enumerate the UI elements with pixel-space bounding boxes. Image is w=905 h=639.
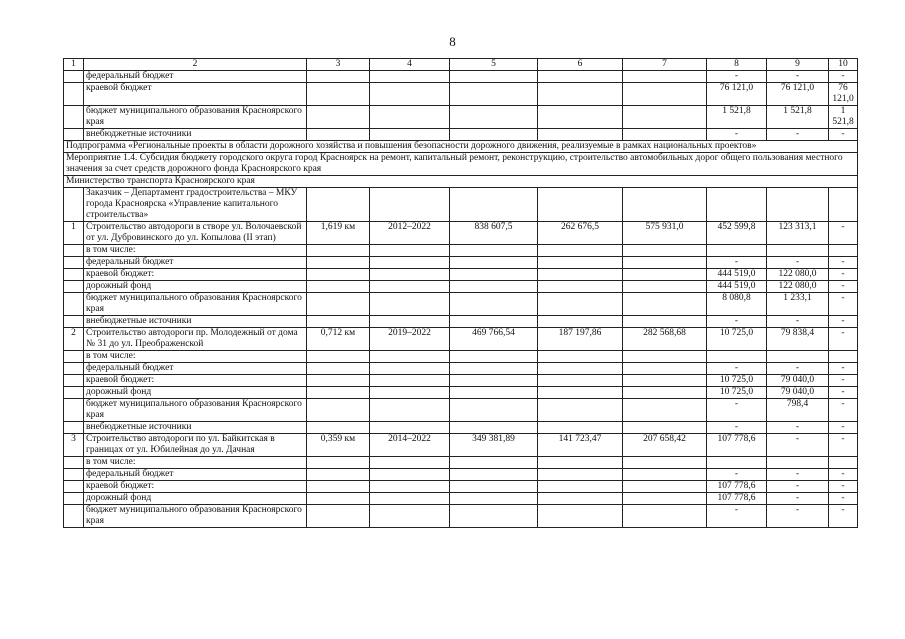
row-number-cell: 2 — [64, 328, 84, 351]
value-cell — [370, 457, 450, 469]
value-cell — [538, 469, 623, 481]
column-header: 7 — [623, 59, 707, 71]
table-row — [64, 375, 858, 387]
value-cell — [370, 399, 450, 422]
value-cell — [538, 316, 623, 328]
value-cell — [538, 257, 623, 269]
value-cell — [450, 257, 538, 269]
value-cell: - — [767, 493, 829, 505]
value-cell: - — [707, 363, 767, 375]
value-cell — [370, 83, 450, 106]
value-cell: 79 838,4 — [767, 328, 829, 351]
table-row — [64, 457, 858, 469]
value-cell — [450, 281, 538, 293]
value-cell — [450, 245, 538, 257]
row-number-cell — [64, 245, 84, 257]
value-cell: - — [829, 505, 858, 528]
description-cell: Заказчик – Департамент градостроительства – МКУ города Красноярска «Управление капитального строительства» — [84, 188, 307, 222]
table-row — [64, 387, 858, 399]
value-cell: 76 121,0 — [767, 83, 829, 106]
table-row — [64, 316, 858, 328]
value-cell — [538, 281, 623, 293]
value-cell — [450, 351, 538, 363]
table-row — [64, 493, 858, 505]
value-cell — [370, 375, 450, 387]
value-cell — [370, 351, 450, 363]
value-cell: 0,359 км — [307, 434, 370, 457]
value-cell — [623, 269, 707, 281]
value-cell: - — [707, 469, 767, 481]
value-cell — [450, 375, 538, 387]
value-cell: - — [767, 422, 829, 434]
value-cell: - — [767, 469, 829, 481]
value-cell — [450, 422, 538, 434]
budget-table — [63, 58, 858, 528]
value-cell: - — [829, 316, 858, 328]
row-number-cell — [64, 293, 84, 316]
value-cell: 187 197,86 — [538, 328, 623, 351]
value-cell — [538, 351, 623, 363]
row-number-cell — [64, 269, 84, 281]
value-cell — [538, 129, 623, 141]
table-row — [64, 222, 858, 245]
value-cell: - — [829, 71, 858, 83]
value-cell: - — [707, 505, 767, 528]
value-cell — [370, 106, 450, 129]
description-cell: дорожный фонд — [84, 493, 307, 505]
value-cell — [538, 422, 623, 434]
value-cell — [307, 293, 370, 316]
value-cell — [450, 83, 538, 106]
value-cell — [370, 316, 450, 328]
table-row — [64, 422, 858, 434]
value-cell — [829, 351, 858, 363]
value-cell — [623, 481, 707, 493]
value-cell: - — [829, 293, 858, 316]
value-cell: - — [767, 71, 829, 83]
description-cell: внебюджетные источники — [84, 422, 307, 434]
value-cell: 444 519,0 — [707, 281, 767, 293]
row-number-cell: 1 — [64, 222, 84, 245]
value-cell — [623, 363, 707, 375]
value-cell — [538, 83, 623, 106]
value-cell — [370, 188, 450, 222]
value-cell — [370, 469, 450, 481]
table-row — [64, 293, 858, 316]
value-cell — [307, 399, 370, 422]
section-heading: Министерство транспорта Красноярского края — [64, 176, 858, 188]
value-cell — [307, 469, 370, 481]
value-cell: 141 723,47 — [538, 434, 623, 457]
value-cell — [623, 422, 707, 434]
value-cell: 575 931,0 — [623, 222, 707, 245]
value-cell — [307, 316, 370, 328]
value-cell: - — [829, 257, 858, 269]
description-cell: Строительство автодороги в створе ул. Волочаевской от ул. Дубровинского до ул. Копылова (II этап) — [84, 222, 307, 245]
table-row — [64, 106, 858, 129]
value-cell — [707, 188, 767, 222]
column-header: 8 — [707, 59, 767, 71]
value-cell — [370, 257, 450, 269]
value-cell: - — [707, 129, 767, 141]
section-heading-row — [64, 176, 858, 188]
value-cell: - — [707, 399, 767, 422]
value-cell — [538, 106, 623, 129]
row-number-cell — [64, 481, 84, 493]
row-number-cell — [64, 493, 84, 505]
value-cell — [450, 457, 538, 469]
value-cell: 452 599,8 — [707, 222, 767, 245]
row-number-cell — [64, 351, 84, 363]
table-header-row — [64, 59, 858, 71]
value-cell — [370, 493, 450, 505]
value-cell — [307, 493, 370, 505]
value-cell — [707, 245, 767, 257]
value-cell — [307, 422, 370, 434]
value-cell — [623, 493, 707, 505]
row-number-cell — [64, 505, 84, 528]
table-row — [64, 83, 858, 106]
section-heading-row — [64, 141, 858, 153]
row-number-cell: 3 — [64, 434, 84, 457]
value-cell — [450, 399, 538, 422]
value-cell: 107 778,6 — [707, 434, 767, 457]
description-cell: краевой бюджет: — [84, 375, 307, 387]
value-cell: - — [767, 257, 829, 269]
value-cell — [307, 481, 370, 493]
value-cell: 76 121,0 — [829, 83, 858, 106]
description-cell: дорожный фонд — [84, 281, 307, 293]
value-cell: 0,712 км — [307, 328, 370, 351]
value-cell — [450, 363, 538, 375]
value-cell — [767, 245, 829, 257]
value-cell — [829, 245, 858, 257]
value-cell — [370, 269, 450, 281]
value-cell: 107 778,6 — [707, 493, 767, 505]
value-cell: 1,619 км — [307, 222, 370, 245]
value-cell: 122 080,0 — [767, 281, 829, 293]
value-cell — [450, 188, 538, 222]
description-cell: бюджет муниципального образования Красноярского края — [84, 106, 307, 129]
row-number-cell — [64, 422, 84, 434]
value-cell: 2019–2022 — [370, 328, 450, 351]
table-row — [64, 434, 858, 457]
value-cell — [623, 245, 707, 257]
table-row — [64, 129, 858, 141]
value-cell: 1 521,8 — [829, 106, 858, 129]
value-cell: - — [829, 281, 858, 293]
table-row — [64, 505, 858, 528]
value-cell: 79 040,0 — [767, 375, 829, 387]
value-cell — [370, 245, 450, 257]
value-cell — [370, 129, 450, 141]
value-cell — [623, 83, 707, 106]
value-cell: - — [707, 316, 767, 328]
value-cell: - — [829, 328, 858, 351]
value-cell: - — [829, 481, 858, 493]
value-cell — [307, 457, 370, 469]
value-cell — [623, 129, 707, 141]
value-cell — [450, 469, 538, 481]
value-cell: - — [829, 363, 858, 375]
value-cell: 10 725,0 — [707, 387, 767, 399]
value-cell: - — [829, 387, 858, 399]
table-row — [64, 245, 858, 257]
column-header: 1 — [64, 59, 84, 71]
description-cell: федеральный бюджет — [84, 71, 307, 83]
description-cell: Строительство автодороги пр. Молодежный от дома № 31 до ул. Преображенской — [84, 328, 307, 351]
description-cell: Строительство автодороги по ул. Байкитская в границах от ул. Юбилейная до ул. Дачная — [84, 434, 307, 457]
value-cell: - — [829, 129, 858, 141]
value-cell — [538, 188, 623, 222]
value-cell — [450, 269, 538, 281]
value-cell: - — [829, 493, 858, 505]
value-cell: 349 381,89 — [450, 434, 538, 457]
value-cell: 107 778,6 — [707, 481, 767, 493]
row-number-cell — [64, 375, 84, 387]
value-cell — [307, 363, 370, 375]
value-cell: - — [829, 399, 858, 422]
value-cell — [623, 257, 707, 269]
value-cell: 2012–2022 — [370, 222, 450, 245]
value-cell: - — [767, 434, 829, 457]
section-heading: Подпрограмма «Региональные проекты в области дорожного хозяйства и повышения безопасности дорожного движения, реализуемые в рамках национальных проектов» — [64, 141, 858, 153]
row-number-cell — [64, 281, 84, 293]
value-cell: 76 121,0 — [707, 83, 767, 106]
value-cell — [623, 188, 707, 222]
value-cell — [370, 363, 450, 375]
row-number-cell — [64, 316, 84, 328]
value-cell — [623, 316, 707, 328]
value-cell: - — [829, 469, 858, 481]
value-cell — [538, 493, 623, 505]
column-header: 5 — [450, 59, 538, 71]
description-cell: краевой бюджет: — [84, 269, 307, 281]
value-cell — [623, 505, 707, 528]
section-heading: Мероприятие 1.4. Субсидия бюджету городского округа город Красноярск на ремонт, капитальный ремонт, реконструкцию, строительство автомобильных дорог общего пользования местного значения за счет средств дорожного фонда Красноярского края — [64, 153, 858, 176]
row-number-cell — [64, 457, 84, 469]
description-cell: краевой бюджет: — [84, 481, 307, 493]
value-cell — [829, 457, 858, 469]
table-row — [64, 188, 858, 222]
value-cell — [767, 188, 829, 222]
description-cell: внебюджетные источники — [84, 129, 307, 141]
table-row — [64, 399, 858, 422]
value-cell — [450, 316, 538, 328]
value-cell — [307, 71, 370, 83]
row-number-cell — [64, 469, 84, 481]
value-cell — [767, 351, 829, 363]
row-number-cell — [64, 106, 84, 129]
description-cell: в том числе: — [84, 351, 307, 363]
value-cell: - — [767, 505, 829, 528]
table-row — [64, 281, 858, 293]
value-cell — [370, 71, 450, 83]
value-cell: 10 725,0 — [707, 375, 767, 387]
value-cell: - — [707, 257, 767, 269]
row-number-cell — [64, 257, 84, 269]
value-cell — [370, 281, 450, 293]
value-cell: - — [829, 434, 858, 457]
description-cell: в том числе: — [84, 245, 307, 257]
value-cell — [767, 457, 829, 469]
value-cell — [307, 505, 370, 528]
table-row — [64, 469, 858, 481]
value-cell: - — [707, 71, 767, 83]
description-cell: бюджет муниципального образования Красноярского края — [84, 293, 307, 316]
table-body — [64, 59, 858, 528]
value-cell — [307, 245, 370, 257]
value-cell — [450, 493, 538, 505]
description-cell: федеральный бюджет — [84, 257, 307, 269]
description-cell: внебюджетные источники — [84, 316, 307, 328]
column-header: 4 — [370, 59, 450, 71]
value-cell — [538, 481, 623, 493]
table-row — [64, 481, 858, 493]
row-number-cell — [64, 387, 84, 399]
value-cell — [538, 457, 623, 469]
value-cell: - — [829, 375, 858, 387]
description-cell: федеральный бюджет — [84, 469, 307, 481]
value-cell — [623, 351, 707, 363]
table-row — [64, 269, 858, 281]
value-cell: - — [707, 422, 767, 434]
value-cell — [623, 375, 707, 387]
row-number-cell — [64, 188, 84, 222]
value-cell — [307, 188, 370, 222]
value-cell: 122 080,0 — [767, 269, 829, 281]
value-cell: - — [829, 269, 858, 281]
value-cell — [307, 269, 370, 281]
value-cell — [307, 106, 370, 129]
value-cell: 1 521,8 — [707, 106, 767, 129]
value-cell — [450, 129, 538, 141]
column-header: 2 — [84, 59, 307, 71]
value-cell — [370, 387, 450, 399]
description-cell: бюджет муниципального образования Красноярского края — [84, 399, 307, 422]
value-cell — [623, 387, 707, 399]
value-cell: 8 080,8 — [707, 293, 767, 316]
table-row — [64, 257, 858, 269]
value-cell: 10 725,0 — [707, 328, 767, 351]
section-heading-row — [64, 153, 858, 176]
value-cell — [450, 481, 538, 493]
value-cell: - — [829, 222, 858, 245]
value-cell — [370, 505, 450, 528]
value-cell — [538, 399, 623, 422]
page-number: 8 — [449, 34, 456, 49]
value-cell — [623, 281, 707, 293]
value-cell — [538, 363, 623, 375]
value-cell: - — [767, 316, 829, 328]
value-cell: 1 521,8 — [767, 106, 829, 129]
value-cell — [307, 281, 370, 293]
value-cell: 207 658,42 — [623, 434, 707, 457]
description-cell: бюджет муниципального образования Красноярского края — [84, 505, 307, 528]
value-cell: 123 313,1 — [767, 222, 829, 245]
value-cell — [623, 293, 707, 316]
value-cell — [307, 129, 370, 141]
row-number-cell — [64, 399, 84, 422]
table-row — [64, 363, 858, 375]
value-cell — [623, 399, 707, 422]
value-cell — [707, 457, 767, 469]
column-header: 3 — [307, 59, 370, 71]
value-cell — [307, 375, 370, 387]
value-cell: - — [829, 422, 858, 434]
value-cell: 838 607,5 — [450, 222, 538, 245]
table-row — [64, 71, 858, 83]
value-cell — [450, 71, 538, 83]
value-cell: 282 568,68 — [623, 328, 707, 351]
value-cell — [538, 269, 623, 281]
table-row — [64, 328, 858, 351]
value-cell — [450, 106, 538, 129]
value-cell — [538, 293, 623, 316]
value-cell — [307, 257, 370, 269]
column-header: 9 — [767, 59, 829, 71]
value-cell — [829, 188, 858, 222]
value-cell — [538, 387, 623, 399]
description-cell: федеральный бюджет — [84, 363, 307, 375]
value-cell: 2014–2022 — [370, 434, 450, 457]
value-cell — [538, 375, 623, 387]
description-cell: краевой бюджет — [84, 83, 307, 106]
description-cell: в том числе: — [84, 457, 307, 469]
value-cell — [370, 481, 450, 493]
value-cell: 798,4 — [767, 399, 829, 422]
value-cell — [538, 505, 623, 528]
value-cell — [370, 293, 450, 316]
row-number-cell — [64, 71, 84, 83]
value-cell: 79 040,0 — [767, 387, 829, 399]
value-cell — [538, 245, 623, 257]
column-header: 10 — [829, 59, 858, 71]
row-number-cell — [64, 83, 84, 106]
value-cell — [307, 387, 370, 399]
description-cell: дорожный фонд — [84, 387, 307, 399]
value-cell — [623, 469, 707, 481]
value-cell — [370, 422, 450, 434]
value-cell: 1 233,1 — [767, 293, 829, 316]
value-cell — [307, 83, 370, 106]
row-number-cell — [64, 363, 84, 375]
value-cell — [450, 505, 538, 528]
value-cell: - — [767, 363, 829, 375]
value-cell: - — [767, 481, 829, 493]
column-header: 6 — [538, 59, 623, 71]
value-cell: 262 676,5 — [538, 222, 623, 245]
value-cell: 444 519,0 — [707, 269, 767, 281]
row-number-cell — [64, 129, 84, 141]
value-cell — [307, 351, 370, 363]
value-cell — [623, 106, 707, 129]
value-cell — [623, 457, 707, 469]
value-cell — [707, 351, 767, 363]
value-cell — [450, 387, 538, 399]
value-cell — [450, 293, 538, 316]
value-cell: - — [767, 129, 829, 141]
table-row — [64, 351, 858, 363]
value-cell — [623, 71, 707, 83]
value-cell: 469 766,54 — [450, 328, 538, 351]
value-cell — [538, 71, 623, 83]
